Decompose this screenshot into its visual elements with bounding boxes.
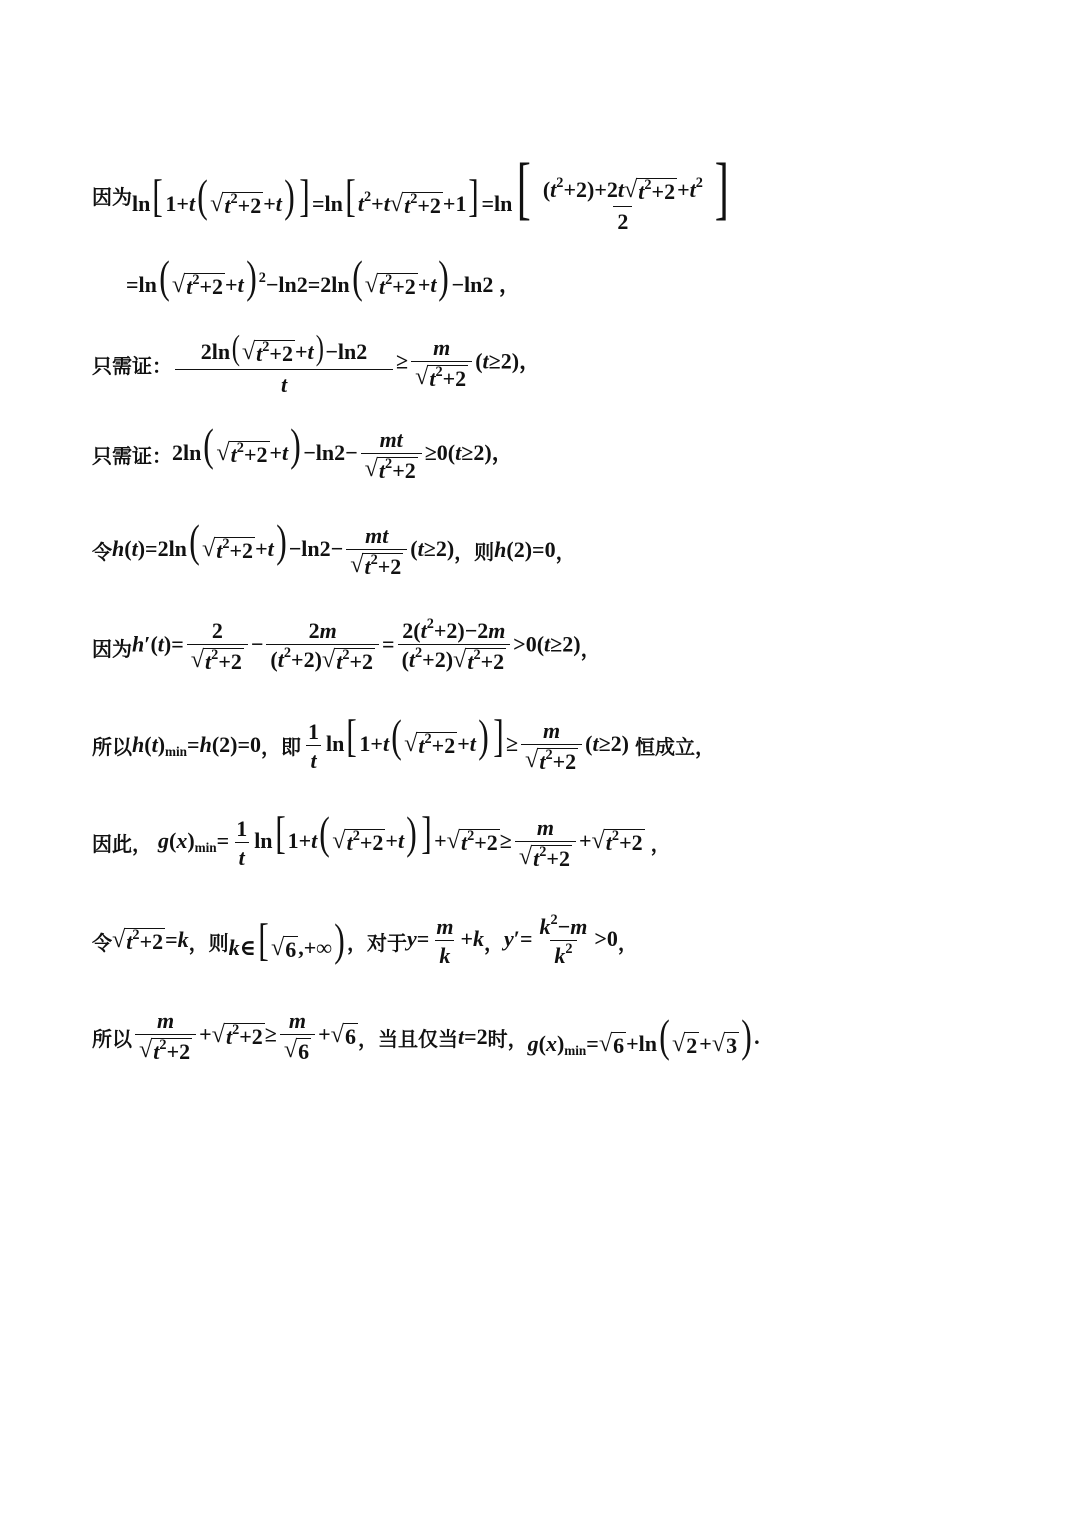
math-expression: ln[ 1+t( √ $t^2+2$ +t)] =ln[ $t^2+t$ √ $t^2+2$ +1] =ln[ $(t^2+2)+2t$ √ $t^2+2$ $+t^2$ 2 ] xyxy=(132,148,729,235)
equation-line-3 xyxy=(92,322,1020,406)
math-expression: y′= $\frac{k^2-m}{k^2}$ >0 xyxy=(504,911,618,968)
equation-line-10 xyxy=(92,1002,1020,1072)
math-expression: $g(x)_{min}=$ $\frac{1}{t}$ ln[ 1+t( √ $t^2+2$ +t)] + √ $t^2+2$ ≥ m √ $t^2+2$ + √ $t^2+2$ xyxy=(158,808,643,871)
math-expression: m √ $t^2+2$ + √ $t^2+2$ ≥ m √ 6 + √ 6 xyxy=(132,1009,358,1064)
text-label: 令 xyxy=(92,539,112,564)
math-expression: t=2 xyxy=(457,1024,488,1049)
equation-line-7 xyxy=(92,712,1020,778)
math-expression: √ $t^2+2$ =k xyxy=(112,926,189,955)
math-expression: h(t)=2ln( √ $t^2+2$ +t) −ln2− mt √ $t^2+2$ (t≥2) xyxy=(112,516,455,579)
equation-line-8 xyxy=(92,808,1020,876)
text-label: 所以 xyxy=(92,1026,132,1051)
text-label: 只需证： xyxy=(92,353,172,378)
math-expression: $\frac{1}{t}$ ln[ 1+t( √ $t^2+2$ +t)] ≥ m √ $t^2+2$ (t≥2) xyxy=(308,711,629,774)
math-expression: $g(x)_{min}=$ √ 6 +ln( √ 2 + √ 3 ) xyxy=(527,1010,752,1061)
text-label: 只需证： xyxy=(92,443,172,468)
text-label: ，则 xyxy=(188,930,229,955)
text-label: 因为 xyxy=(92,636,132,661)
math-expression: =ln( √ $t^2+2$ +t) $^2$−ln2=2ln( √ $t^2+2$ +t) −ln2 ， xyxy=(126,251,521,302)
equation-line-1 xyxy=(92,150,1020,240)
text-label: ， xyxy=(580,636,601,661)
text-label: ， xyxy=(484,930,505,955)
text-label: ， xyxy=(617,930,638,955)
math-expression: y= $\frac{m}{k}$ +k xyxy=(407,913,485,968)
math-expression: k∈[ √ 6 ,+∞) xyxy=(228,914,345,965)
text-label: 所以 xyxy=(92,734,132,759)
equation-line-2 xyxy=(126,248,1020,308)
text-label: ，对于 xyxy=(347,930,408,955)
math-expression: h′(t)= 2 √ $t^2+2$ − 2m $(t^2+2)$ √ $t^2+2$ = $2(t^2+2)-2m$ $(t^2+2)$ √ $t^2+2$ >0(t≥2) xyxy=(132,616,581,675)
math-expression: 2ln( √ $t^2+2$ +t) −ln2− mt √ $t^2+2$ ≥0(t≥2)， xyxy=(172,420,514,483)
text-label: ，即 xyxy=(261,734,302,759)
text-label: ，则 xyxy=(454,539,495,564)
equation-line-9 xyxy=(92,908,1020,974)
equation-line-5 xyxy=(92,518,1020,582)
text-label: 时， xyxy=(487,1026,528,1051)
text-label: . xyxy=(754,1024,760,1049)
text-label: ， xyxy=(650,831,671,856)
text-label: ，当且仅当 xyxy=(357,1026,458,1051)
text-label: 恒成立， xyxy=(635,734,715,759)
text-label: 令 xyxy=(92,930,112,955)
math-expression: $h(t)_{min}=h(2)=0$ xyxy=(132,732,262,759)
equation-line-4 xyxy=(92,422,1020,486)
math-expression: 2ln( √ $t^2+2$ +t)−ln2 t ≥ m √ $t^2+2$ (t≥2)， xyxy=(172,332,541,395)
equation-line-6 xyxy=(92,612,1020,682)
text-label: 因此， xyxy=(92,831,152,856)
text-label: ， xyxy=(555,539,576,564)
text-label: 因为 xyxy=(92,184,132,209)
math-expression: h(2)=0 xyxy=(494,537,556,562)
